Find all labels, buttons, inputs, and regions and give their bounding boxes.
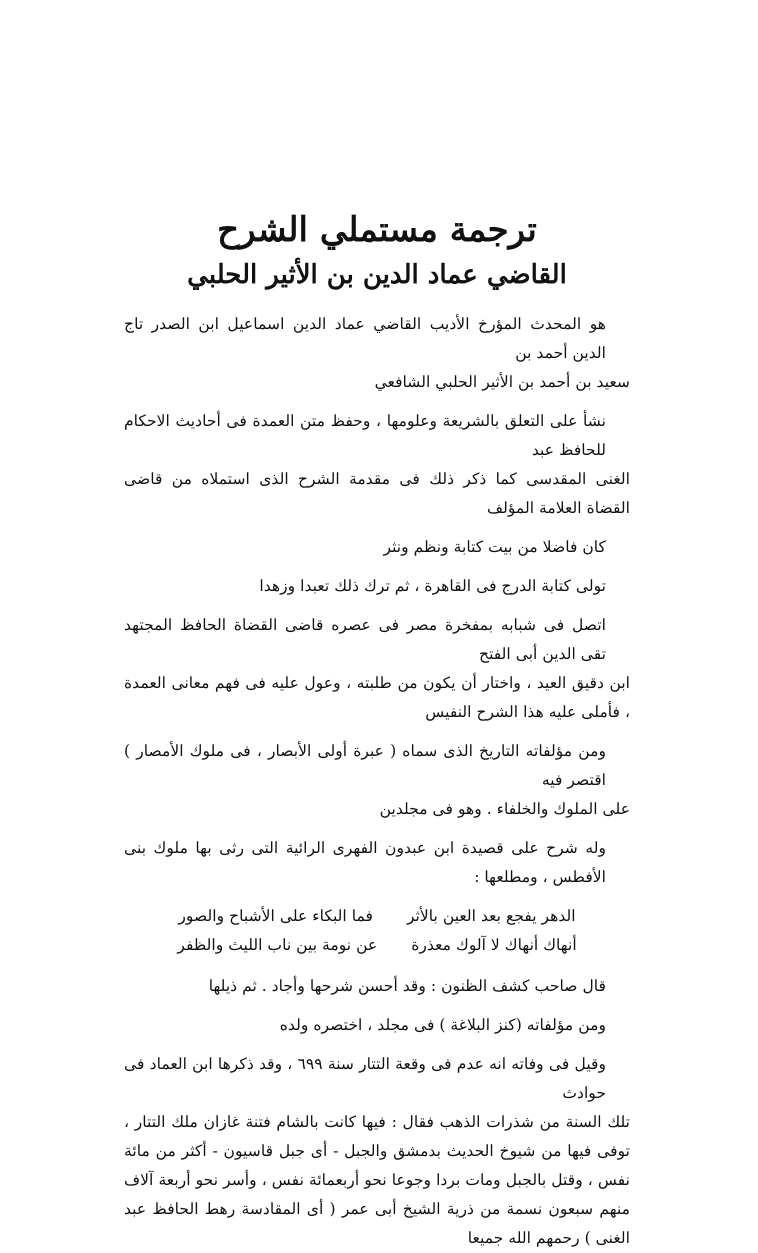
paragraph-line: على الملوك والخلفاء . وهو فى مجلدين — [379, 800, 630, 818]
paragraph-death — [124, 1050, 630, 1253]
paragraph-poem-intro — [124, 834, 630, 892]
paragraph-upbringing — [124, 407, 630, 523]
poem-verse — [124, 931, 630, 960]
paragraph-line: سعيد بن أحمد بن الأثير الحلبي الشافعي — [374, 373, 630, 391]
paragraph-line: وله شرح على قصيدة ابن عبدون الفهرى الرائية التى رثى بها ملوك بنى الأفطس ، ومطلعها : — [124, 839, 606, 886]
poem-hemistich-left: عن نومة بين ناب الليث والظفر — [177, 936, 378, 954]
paragraph-line: نشأ على التعلق بالشريعة وعلومها ، وحفظ متن العمدة فى أحاديث الاحكام للحافظ عبد — [124, 412, 606, 459]
poem — [124, 902, 630, 960]
poem-verse — [124, 902, 630, 931]
paragraph-line: قال صاحب كشف الظنون : وقد أحسن شرحها وأجاد . ثم ذيلها — [208, 977, 606, 995]
paragraph-history-book — [124, 737, 630, 824]
poem-hemistich-left: فما البكاء على الأشباح والصور — [178, 907, 373, 925]
paragraph-family — [124, 533, 630, 562]
paragraph-teacher — [124, 611, 630, 727]
poem-hemistich-right: أنهاك أنهاك لا آلوك معذرة — [411, 936, 577, 954]
paragraph-line: ومن مؤلفاته التاريخ الذى سماه ( عبرة أولى الأبصار ، فى ملوك الأمصار ) اقتصر فيه — [124, 742, 606, 789]
paragraph-line: وقيل فى وفاته انه عدم فى وقعة التتار سنة ٦٩٩ ، وقد ذكرها ابن العماد فى حوادث — [124, 1055, 607, 1102]
biography-body — [124, 310, 630, 1253]
paragraph-line: تولى كتابة الدرج فى القاهرة ، ثم ترك ذلك تعبدا وزهدا — [259, 577, 606, 595]
paragraph-line: اتصل فى شبابه بمفخرة مصر فى عصره قاضى القضاة الحافظ المجتهد تقى الدين أبى الفتح — [124, 616, 606, 663]
paragraph-office — [124, 572, 630, 601]
paragraph-name — [124, 310, 630, 397]
paragraph-line: تلك السنة من شذرات الذهب فقال : فيها كانت بالشام فتنة غازان ملك التتار ، توفى فيها من شيوخ الحديث بدمشق والجبل - أى جبل قاسيون - أكثر من مائة نفس ، وقتل بالجبل ومات بردا وجوعا نحو أربعمائة نفس ، وأسر نحو أربعة آلاف منهم سبعون نسمة من ذرية الشيخ أبى عمر ( أى المقادسة رهط الحافظ عبد الغنى ) رحمهم الله جميعا — [124, 1113, 630, 1247]
paragraph-kanz — [124, 1011, 630, 1040]
page-subtitle: القاضي عماد الدين بن الأثير الحلبي — [187, 260, 567, 290]
paragraph-line: هو المحدث المؤرخ الأديب القاضي عماد الدين اسماعيل ابن الصدر تاج الدين أحمد بن — [124, 315, 606, 362]
paragraph-line: ابن دقيق العيد ، واختار أن يكون من طلبته ، وعول عليه فى فهم معانى العمدة ، فأملى عليه هذا الشرح النفيس — [124, 674, 630, 721]
page-title: ترجمة مستملي الشرح — [217, 210, 537, 250]
paragraph-kashf — [124, 972, 630, 1001]
poem-hemistich-right: الدهر يفجع بعد العين بالأثر — [406, 907, 576, 925]
paragraph-line: ومن مؤلفاته (كنز البلاغة ) فى مجلد ، اختصره ولده — [279, 1016, 606, 1034]
paragraph-line: الغنى المقدسى كما ذكر ذلك فى مقدمة الشرح الذى استملاه من قاضى القضاة العلامة المؤلف — [124, 470, 630, 517]
paragraph-line: كان فاضلا من بيت كتابة ونظم ونثر — [383, 538, 606, 556]
